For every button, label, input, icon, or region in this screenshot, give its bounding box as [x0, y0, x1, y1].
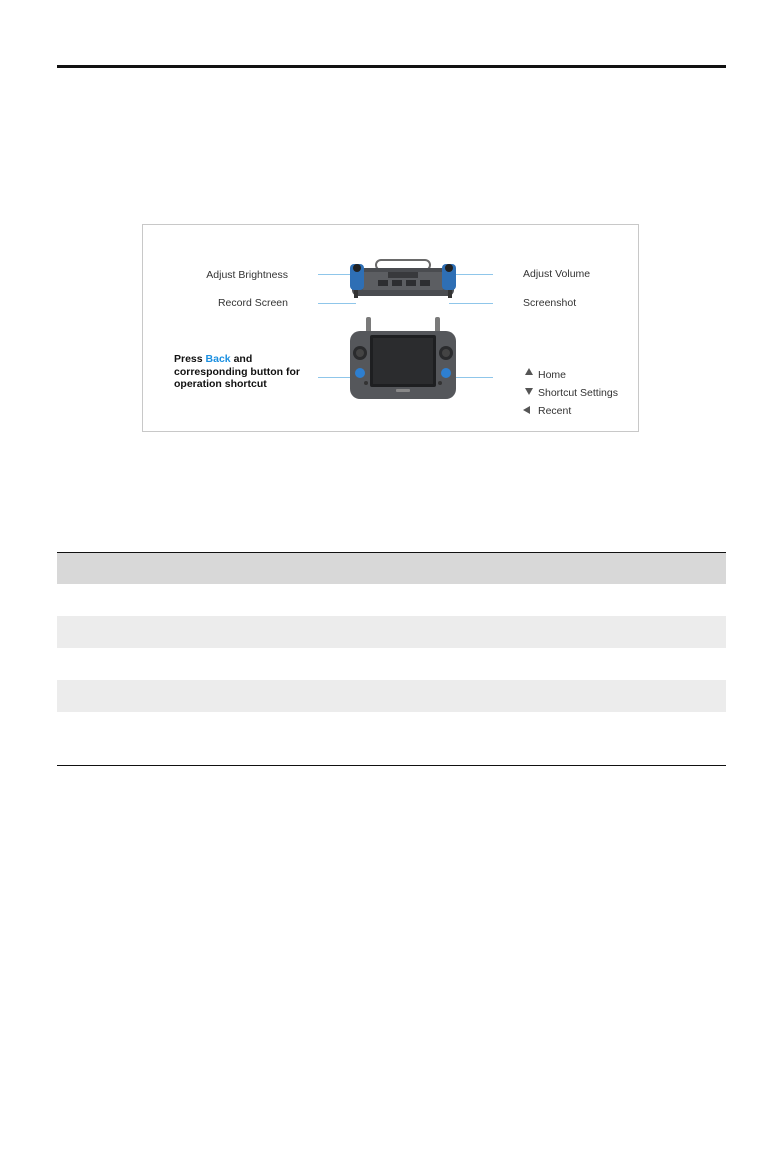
arrow-left-icon — [523, 406, 530, 414]
table-row — [57, 680, 726, 712]
adjust-volume-label: Adjust Volume — [523, 268, 591, 280]
table-row — [57, 648, 726, 680]
controller-front-view — [348, 317, 458, 403]
arrow-down-icon — [525, 388, 533, 395]
leader-left-button — [318, 377, 352, 378]
table-row — [57, 584, 726, 616]
table-row — [57, 712, 726, 765]
press-note-line2: corresponding button for — [174, 365, 300, 378]
controller-shortcut-figure — [142, 224, 639, 432]
recent-label: Recent — [538, 405, 572, 417]
press-word: Press — [174, 353, 203, 365]
screenshot-label: Screenshot — [523, 297, 577, 309]
press-back-note — [174, 353, 300, 391]
leader-brightness — [318, 274, 350, 275]
adjust-brightness-label: Adjust Brightness — [206, 269, 288, 281]
leader-volume — [455, 274, 493, 275]
leader-record — [318, 303, 356, 304]
leader-screenshot — [449, 303, 493, 304]
back-word: Back — [205, 353, 231, 365]
controller-top-view — [348, 258, 458, 302]
leader-right-button — [455, 377, 493, 378]
table-row — [57, 616, 726, 648]
shortcut-settings-label: Shortcut Settings — [538, 387, 618, 399]
home-label: Home — [538, 369, 567, 381]
table-header-row — [57, 553, 726, 584]
page-top-rule — [57, 65, 726, 68]
press-note-line3: operation shortcut — [174, 378, 267, 390]
table-bottom-rule — [57, 765, 726, 766]
shortcut-table — [57, 552, 726, 766]
record-screen-label: Record Screen — [217, 297, 288, 309]
and-word: and — [233, 353, 253, 365]
arrow-up-icon — [525, 368, 533, 375]
